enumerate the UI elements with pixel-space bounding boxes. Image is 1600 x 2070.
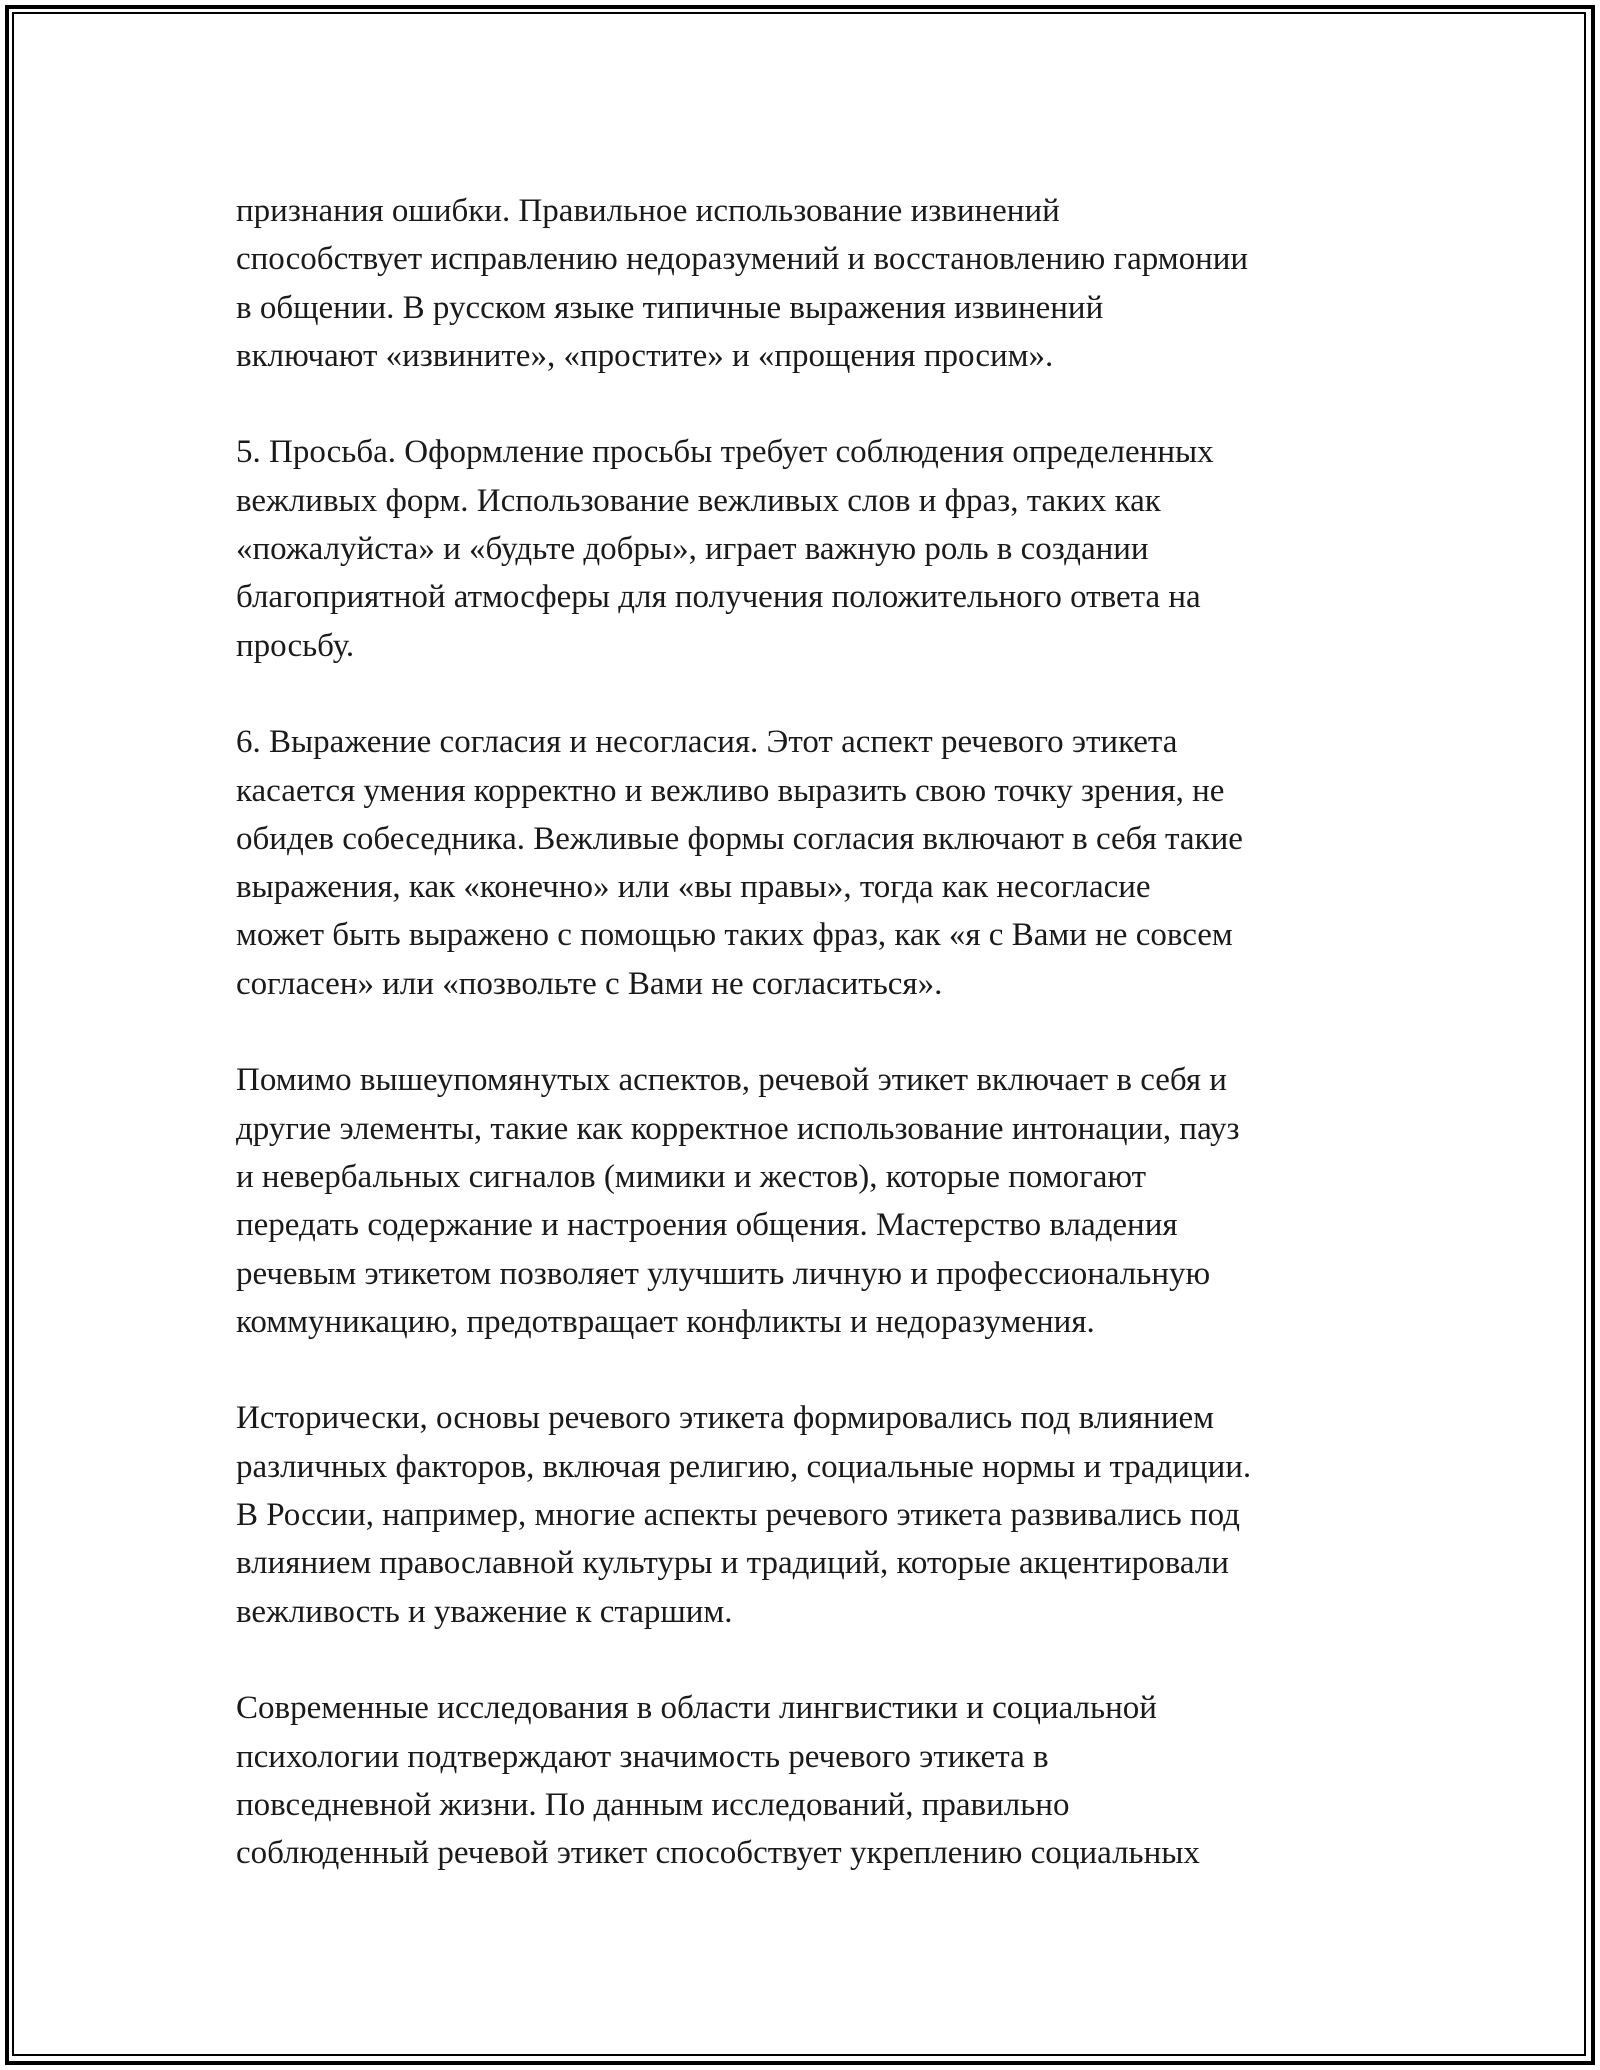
- text-line: способствует исправлению недоразумений и восстановлению гармонии: [236, 241, 1249, 278]
- text-line: психологии подтверждают значимость речевого этикета в: [236, 1738, 1049, 1775]
- paragraph-history: [236, 1394, 1376, 1635]
- text-line: «пожалуйста» и «будьте добры», играет важную роль в создании: [236, 531, 1149, 568]
- text-line: и невербальных сигналов (мимики и жестов), которые помогают: [236, 1158, 1146, 1195]
- text-line: благоприятной атмосферы для получения положительного ответа на: [236, 579, 1201, 616]
- document-body: [236, 187, 1376, 1926]
- text-line: вежливых форм. Использование вежливых слов и фраз, таких как: [236, 482, 1161, 519]
- text-line: касается умения корректно и вежливо выразить свою точку зрения, не: [236, 772, 1225, 809]
- text-line: различных факторов, включая религию, социальные нормы и традиции.: [236, 1448, 1252, 1485]
- text-line: 5. Просьба. Оформление просьбы требует соблюдения определенных: [236, 434, 1214, 471]
- text-line: влиянием православной культуры и традиций, которые акцентировали: [236, 1545, 1229, 1582]
- text-line: 6. Выражение согласия и несогласия. Этот аспект речевого этикета: [236, 724, 1178, 761]
- text-line: обидев собеседника. Вежливые формы согласия включают в себя такие: [236, 820, 1243, 857]
- text-line: в общении. В русском языке типичные выражения извинений: [236, 289, 1104, 326]
- text-line: может быть выражено с помощью таких фраз, как «я с Вами не совсем: [236, 917, 1233, 954]
- text-line: передать содержание и настроения общения. Мастерство владения: [236, 1207, 1178, 1244]
- paragraph-other-elements: [236, 1056, 1376, 1346]
- text-line: речевым этикетом позволяет улучшить личную и профессиональную: [236, 1255, 1211, 1292]
- text-line: другие элементы, такие как корректное использование интонации, пауз: [236, 1110, 1240, 1147]
- text-line: признания ошибки. Правильное использование извинений: [236, 193, 1060, 229]
- text-line: В России, например, многие аспекты речевого этикета развивались под: [236, 1497, 1240, 1534]
- text-line: выражения, как «конечно» или «вы правы», тогда как несогласие: [236, 869, 1151, 906]
- paragraph-apology-continuation: [236, 187, 1376, 380]
- paragraph-request: [236, 428, 1376, 669]
- text-line: Исторически, основы речевого этикета формировались под влиянием: [236, 1400, 1215, 1437]
- text-line: Помимо вышеупомянутых аспектов, речевой этикет включает в себя и: [236, 1062, 1227, 1099]
- paragraph-modern-research: [236, 1684, 1376, 1877]
- text-line: Современные исследования в области лингвистики и социальной: [236, 1690, 1157, 1727]
- text-line: согласен» или «позвольте с Вами не согласиться».: [236, 965, 943, 1002]
- text-line: коммуникацию, предотвращает конфликты и недоразумения.: [236, 1303, 1095, 1340]
- text-line: вежливость и уважение к старшим.: [236, 1593, 733, 1630]
- paragraph-agreement-disagreement: [236, 718, 1376, 1008]
- text-line: включают «извините», «простите» и «прощения просим».: [236, 337, 1054, 374]
- text-line: соблюденный речевой этикет способствует укреплению социальных: [236, 1835, 1200, 1872]
- text-line: просьбу.: [236, 627, 355, 664]
- text-line: повседневной жизни. По данным исследований, правильно: [236, 1786, 1070, 1823]
